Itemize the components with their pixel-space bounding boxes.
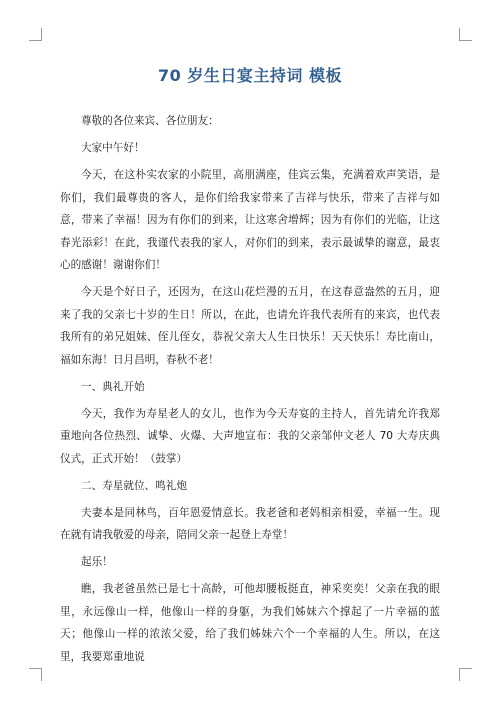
couple-paragraph: 夫妻本是同林鸟，百年恩爱情意长。我老爸和老妈相亲相爱，幸福一生。现在就有请我敬爱的母亲，陪同父亲一起登上寿堂！ (60, 506, 440, 541)
music-start-paragraph: 起乐！ (81, 556, 113, 568)
document-body (60, 110, 440, 673)
ceremony-announcement-paragraph: 今天，我作为寿星老人的女儿，也作为今天寿宴的主持人，首先请允许我郑重地向各位热烈、诚挚、火爆、大声地宣布：我的父亲邹仲文老人 70 大寿庆典仪式，正式开始！（鼓掌） (60, 407, 440, 465)
document-title: 70 岁生日宴主持词 模板 (158, 66, 342, 85)
good-afternoon-paragraph: 大家中午好！ (81, 142, 145, 154)
section-heading-seating-salute: 二、寿星就位、鸣礼炮 (81, 479, 187, 492)
father-tribute-paragraph: 瞧，我老爸虽然已是七十高龄，可他却腰板挺直，神采奕奕！父亲在我的眼里，永远像山一样，他像山一样的身躯，为我们姊妹六个撑起了一片幸福的蓝天；他像山一样的浓浓父爱，给了我们姊妹六个一个幸福的人生。所以，在这里，我要郑重地说 (60, 583, 440, 663)
crop-mark-bottom-right (459, 668, 472, 681)
section-heading-ceremony-start: 一、典礼开始 (81, 380, 145, 393)
crop-mark-top-left (29, 28, 42, 41)
crop-mark-top-right (459, 28, 472, 41)
welcome-paragraph: 今天，在这朴实农家的小院里，高朋满座，佳宾云集，充满着欢声笑语，是你们，我们最尊贵的客人，是你们给我家带来了吉祥与快乐，带来了吉祥与如意，带来了幸福！因为有你们的到来，让这寒舍增辉；因为有你们的光临，让这春光添彩！在此，我谨代表我的家人，对你们的到来，表示最诚挚的谢意，最衷心的感谢！谢谢你们！ (60, 169, 440, 271)
birthday-paragraph: 今天是个好日子，还因为，在这山花烂漫的五月，在这春意盎然的五月，迎来了我的父亲七十岁的生日！所以，在此，也请允许我代表所有的来宾，也代表我所有的弟兄姐妹、侄儿侄女，恭祝父亲大人生日快乐！天天快乐！寿比南山，福如东海！日月昌明，春秋不老！ (60, 286, 440, 366)
greeting-paragraph: 尊敬的各位来宾、各位朋友： (81, 115, 219, 127)
crop-mark-bottom-left (29, 668, 42, 681)
